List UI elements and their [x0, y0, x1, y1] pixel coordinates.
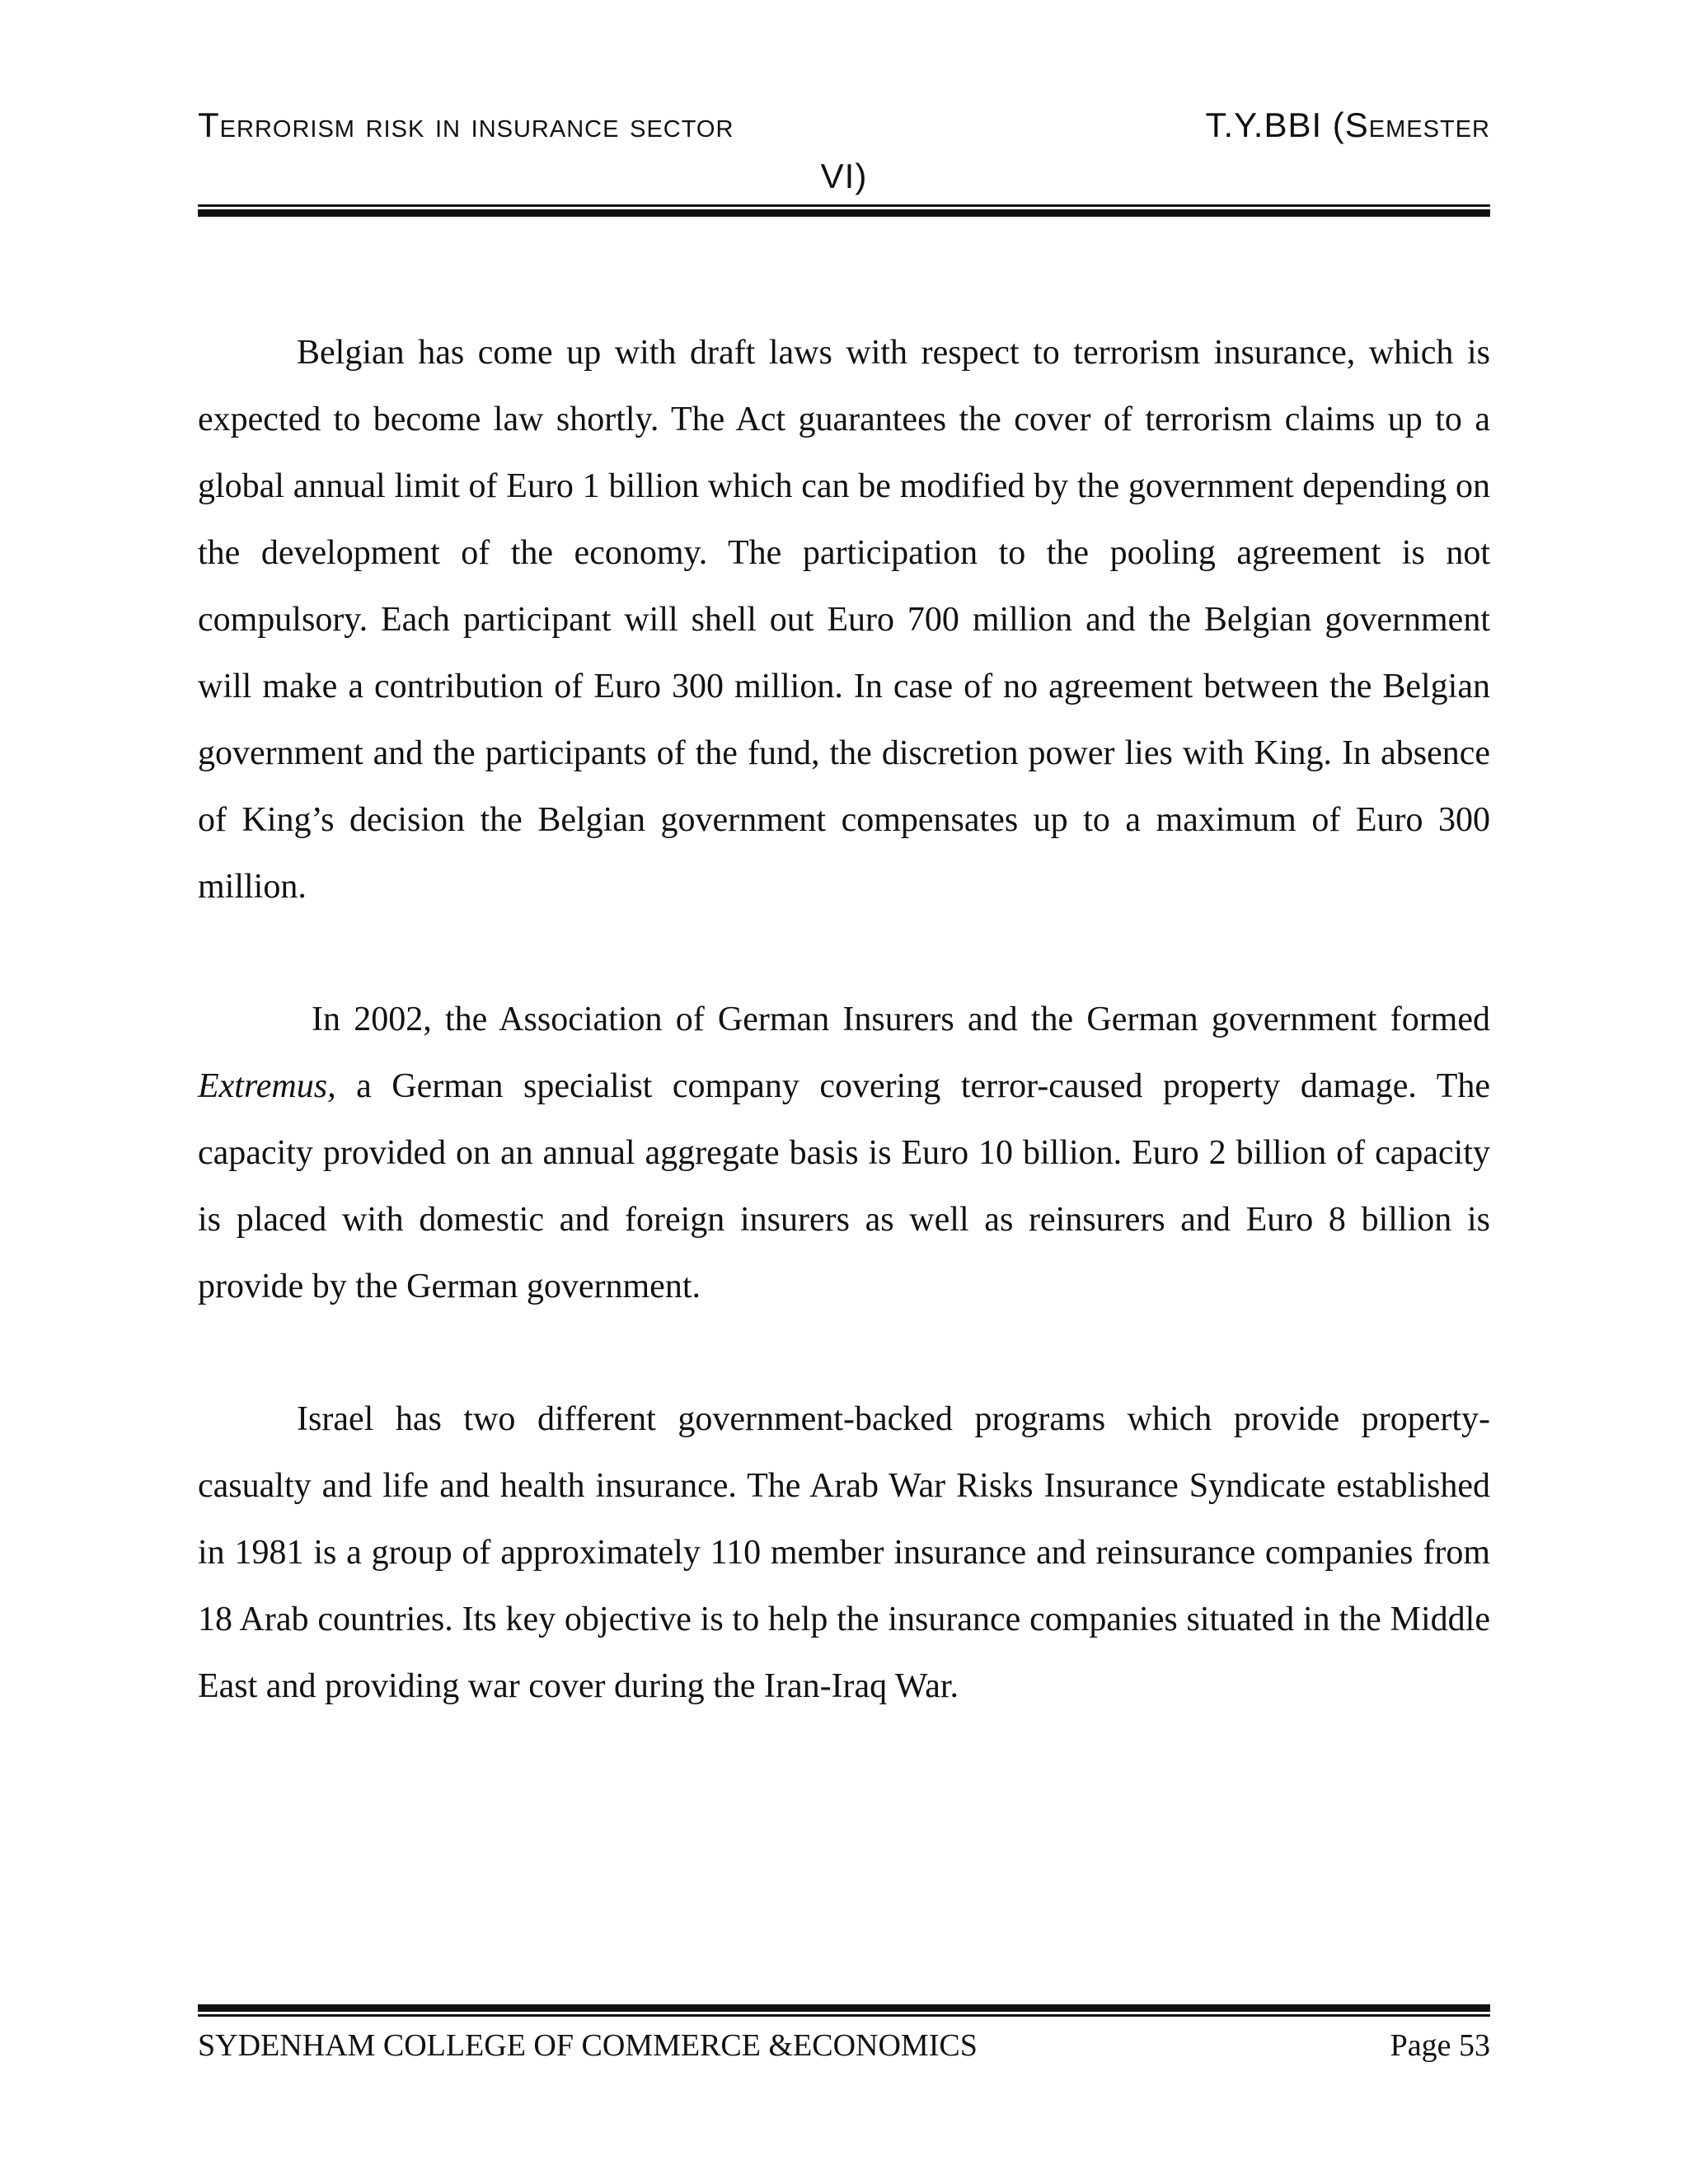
header-rule-thin: [198, 204, 1490, 207]
paragraph-israel: Israel has two different government-backed programs which provide property-casualty and life and health insurance. The Arab War Risks Insurance Syndicate established in 1981 is a group of approximately 110 member insurance and reinsurance companies from 18 Arab countries. Its key objective is to help the insurance companies situated in the Middle East and providing war cover during the Iran-Iraq War.: [198, 1400, 1490, 1705]
body-text: [198, 320, 1490, 1720]
footer-college: SYDENHAM COLLEGE OF COMMERCE &ECONOMICS: [198, 2028, 978, 2063]
header-title: Terrorism risk in insurance sector: [198, 105, 734, 144]
paragraph-germany: [198, 987, 1490, 1320]
footer-rule-thick: [198, 2004, 1490, 2012]
footer-rule-thin: [198, 2014, 1490, 2017]
paragraph-germany-text-a: In 2002, the Association of German Insurers and the German government formed: [312, 1001, 1490, 1038]
paragraph-belgium: Belgian has come up with draft laws with respect to terrorism insurance, which is expected to become law shortly. The Act guarantees the cover of terrorism claims up to a global annual limit of Euro 1 billion which can be modified by the government depending on the development of the economy. The participation to the pooling agreement is not compulsory. Each participant will shell out Euro 700 million and the Belgian government will make a contribution of Euro 300 million. In case of no agreement between the Belgian government and the participants of the fund, the discretion power lies with King. In absence of King’s decision the Belgian government compensates up to a maximum of Euro 300 million.: [198, 334, 1490, 906]
paragraph-germany-text-b: a German specialist company covering terror-caused property damage. The capacity provided on an annual aggregate basis is Euro 10 billion. Euro 2 billion of capacity is placed with domestic and foreign insurers as well as reinsurers and Euro 8 billion is provide by the German government.: [198, 1067, 1490, 1305]
header-rule-thick: [198, 209, 1490, 217]
page-header: [198, 105, 1490, 213]
extremus-italic: Extremus,: [198, 1067, 336, 1105]
page-number: Page 53: [1390, 2028, 1490, 2063]
header-course-continuation: VI): [820, 157, 868, 195]
header-course: T.Y.BBI (Semester: [1205, 105, 1490, 144]
